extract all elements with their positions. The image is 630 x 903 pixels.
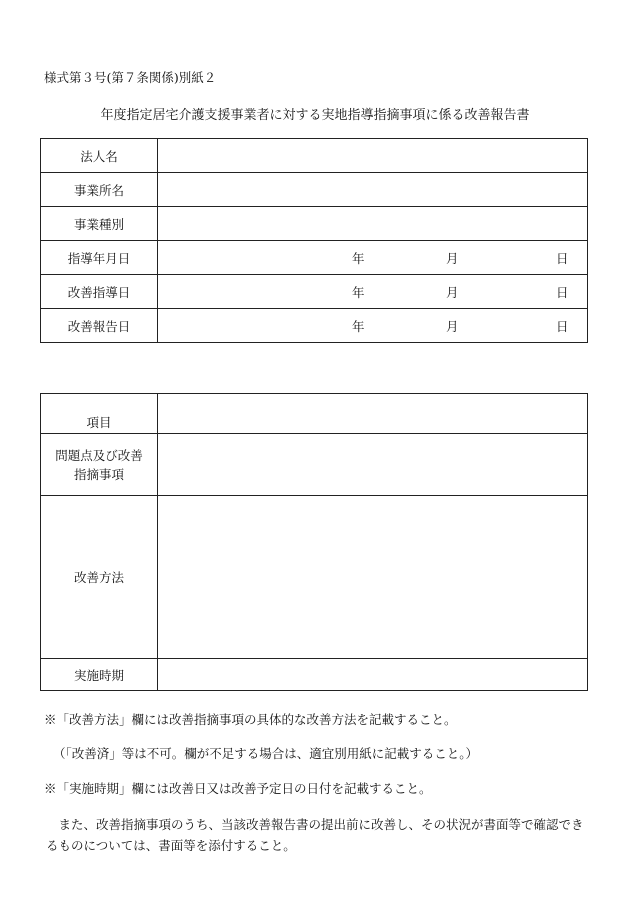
day-label: 日: [556, 318, 569, 334]
business-type-label: 事業種別: [41, 207, 158, 241]
note-method: ※「改善方法」欄には改善指摘事項の具体的な改善方法を記載すること。: [44, 712, 457, 727]
office-name-label: 事業所名: [41, 173, 158, 207]
table-row: [41, 241, 588, 275]
item-field[interactable]: [158, 394, 588, 434]
timing-label: 実施時期: [41, 659, 158, 691]
improvement-report-date-label: 改善報告日: [41, 309, 158, 343]
table-row: [41, 434, 588, 496]
table-row: [41, 309, 588, 343]
month-label: 月: [446, 250, 459, 266]
year-label: 年: [352, 284, 365, 300]
day-label: 日: [556, 250, 569, 266]
guidance-date-field[interactable]: [158, 241, 588, 275]
item-label: 項目: [41, 394, 158, 434]
method-field[interactable]: [158, 496, 588, 659]
timing-field[interactable]: [158, 659, 588, 691]
year-label: 年: [352, 250, 365, 266]
problem-label: [41, 434, 158, 496]
problem-label-line2: 指摘事項: [73, 466, 124, 482]
problem-label-line1: 問題点及び改善: [55, 447, 143, 463]
report-table: [40, 393, 588, 691]
table-row: [41, 275, 588, 309]
table-row: [41, 394, 588, 434]
table-row: [41, 139, 588, 173]
office-name-field[interactable]: [158, 173, 588, 207]
problem-field[interactable]: [158, 434, 588, 496]
improvement-guidance-date-label: 改善指導日: [41, 275, 158, 309]
business-type-field[interactable]: [158, 207, 588, 241]
day-label: 日: [556, 284, 569, 300]
year-label: 年: [352, 318, 365, 334]
table-row: [41, 659, 588, 691]
document-title: 年度指定居宅介護支援事業者に対する実地指導指摘事項に係る改善報告書: [100, 108, 530, 123]
note-method-sub: （「改善済」等は不可。欄が不足する場合は、適宜別用紙に記載すること。）: [53, 746, 479, 761]
corporation-name-field[interactable]: [158, 139, 588, 173]
month-label: 月: [446, 318, 459, 334]
guidance-date-label: 指導年月日: [41, 241, 158, 275]
improvement-report-date-field[interactable]: [158, 309, 588, 343]
table-row: [41, 496, 588, 659]
table-row: [41, 207, 588, 241]
method-label: 改善方法: [41, 496, 158, 659]
month-label: 月: [446, 284, 459, 300]
form-number: 様式第３号(第７条関係)別紙２: [44, 70, 217, 85]
note-timing: ※「実施時期」欄には改善日又は改善予定日の日付を記載すること。: [44, 781, 432, 796]
note-attachment: また、改善指摘事項のうち、当該改善報告書の提出前に改善し、その状況が書面等で確認できるものについては、書面等を添付すること。: [46, 817, 584, 853]
table-row: [41, 173, 588, 207]
improvement-guidance-date-field[interactable]: [158, 275, 588, 309]
corporation-name-label: 法人名: [41, 139, 158, 173]
info-table: [40, 138, 588, 343]
